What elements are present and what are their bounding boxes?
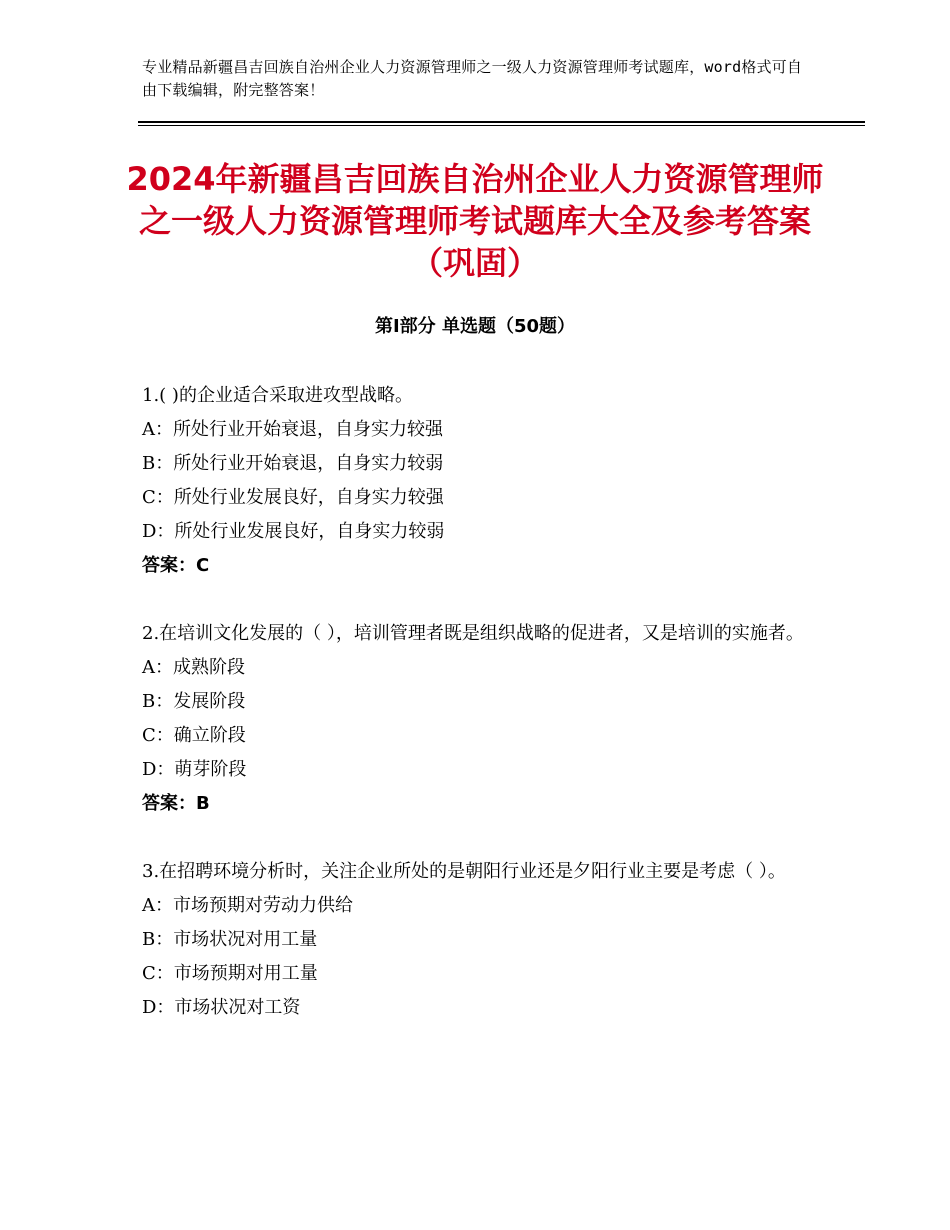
option-c: C：确立阶段	[142, 725, 246, 746]
question-stem: 3.在招聘环境分析时，关注企业所处的是朝阳行业还是夕阳行业主要是考虑（ ）。	[142, 861, 786, 882]
option-b: B：所处行业开始衰退，自身实力较弱	[142, 453, 444, 474]
question-list	[142, 379, 822, 1059]
header-note: 专业精品新疆昌吉回族自治州企业人力资源管理师之一级人力资源管理师考试题库，word格式可自由下载编辑，附完整答案！	[142, 58, 803, 99]
option-a: A：成熟阶段	[142, 657, 245, 678]
section-title: 第Ⅰ部分 单选题（50题）	[374, 316, 575, 337]
question-1	[142, 379, 822, 583]
option-c: C：所处行业发展良好，自身实力较强	[142, 487, 444, 508]
question-stem: 2.在培训文化发展的（ ），培训管理者既是组织战略的促进者，又是培训的实施者。	[142, 623, 804, 644]
option-d: D：萌芽阶段	[142, 759, 247, 780]
question-2	[142, 617, 822, 821]
question-stem: 1.( )的企业适合采取进攻型战略。	[142, 385, 413, 406]
header-divider	[138, 121, 865, 126]
option-a: A：所处行业开始衰退，自身实力较强	[142, 419, 443, 440]
question-3	[142, 855, 822, 1025]
option-d: D：市场状况对工资	[142, 997, 301, 1018]
document-title: 2024年新疆昌吉回族自治州企业人力资源管理师之一级人力资源管理师考试题库大全及参考答案（巩固）	[126, 160, 824, 282]
answer: 答案：B	[142, 793, 210, 814]
option-d: D：所处行业发展良好，自身实力较弱	[142, 521, 445, 542]
option-a: A：市场预期对劳动力供给	[142, 895, 353, 916]
option-c: C：市场预期对用工量	[142, 963, 318, 984]
option-b: B：市场状况对用工量	[142, 929, 318, 950]
answer: 答案：C	[142, 555, 210, 576]
option-b: B：发展阶段	[142, 691, 246, 712]
